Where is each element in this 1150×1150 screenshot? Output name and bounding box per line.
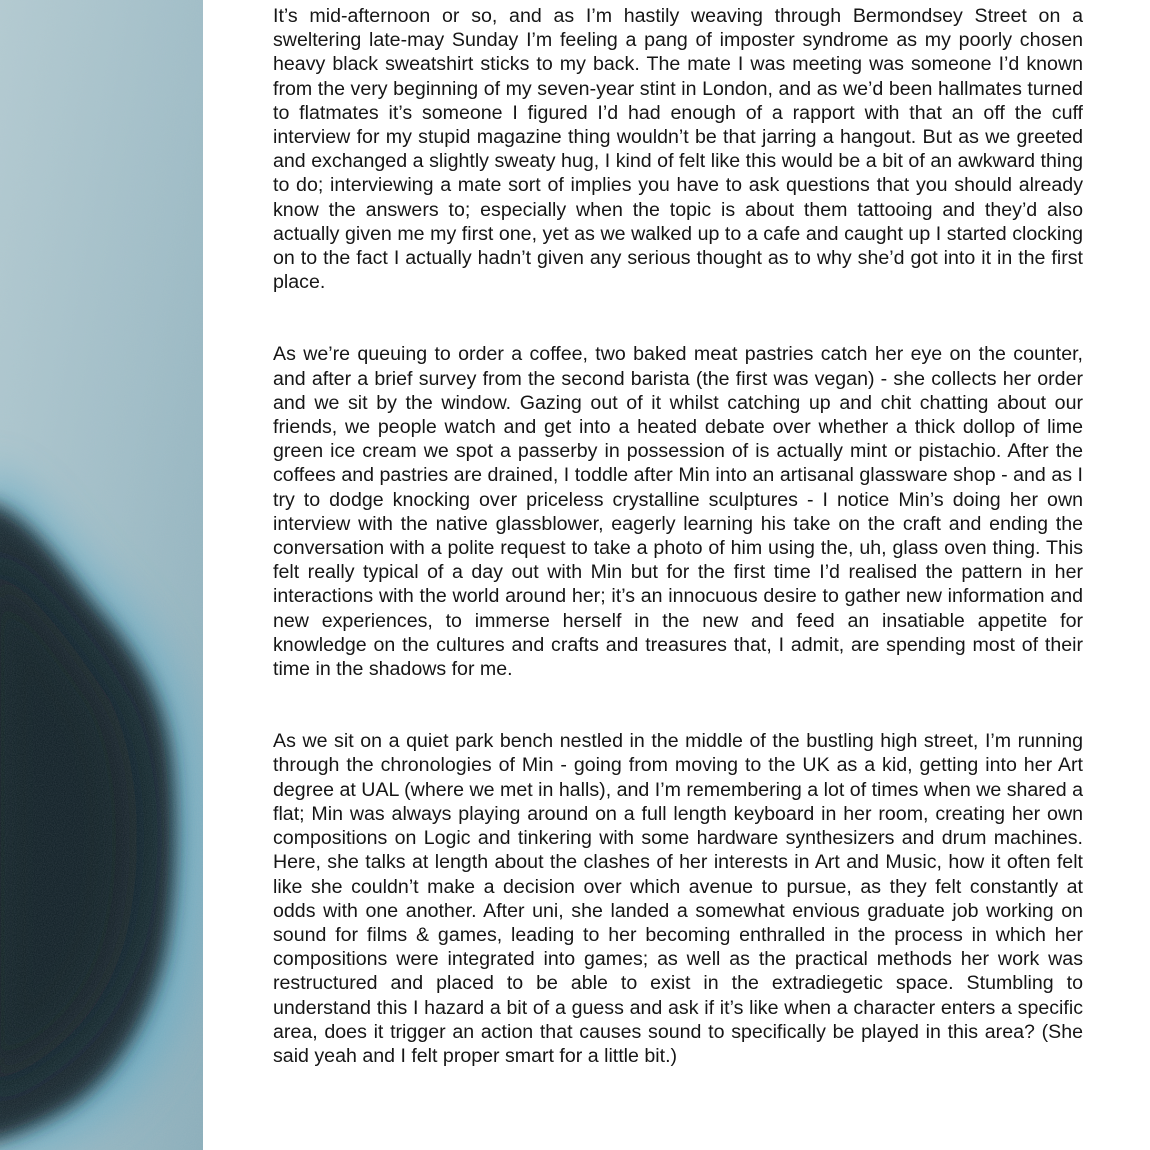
article-paragraph-3: As we sit on a quiet park bench nestled in the middle of the bustling high street, I’m running through the chronologies of Min - going from moving to the UK as a kid, getting into her Art degree at UAL (where we met in halls), and I’m remembering a lot of times when we shared a flat; Min was always playing around on a full length keyboard in her room, creating her own compositions on Logic and tinkering with some hardware synthesizers and drum machines. Here, she talks at length about the clashes of her interests in Art and Music, how it often felt like she couldn’t make a decision over which avenue to pursue, as they felt constantly at odds with one another. After uni, she landed a somewhat envious graduate job working on sound for films & games, leading to her becoming enthralled in the process in which her compositions were integrated into games; as well as the practical methods her work was restructured and placed to be able to exist in the extradiegetic space. Stumbling to understand this I hazard a bit of a guess and ask if it’s like when a character enters a specific area, does it trigger an action that causes sound to specifically be played in this area? (She said yeah and I felt proper smart for a little bit.) — [273, 730, 1083, 1067]
blurred-photo-strip — [0, 0, 203, 1150]
blurred-silhouette-image — [0, 0, 203, 1150]
article-paragraph-2: As we’re queuing to order a coffee, two baked meat pastries catch her eye on the counter, and after a brief survey from the second barista (the first was vegan) - she collects her order and we sit by the window. Gazing out of it whilst catching up and chit chatting about our friends, we people watch and get into a heated debate over whether a thick dollop of lime green ice cream we spot a passerby in possession of is actually mint or pistachio. After the coffees and pastries are drained, I toddle after Min into an artisanal glassware shop - and as I try to dodge knocking over priceless crystalline sculptures - I notice Min’s doing her own interview with the native glassblower, eagerly learning his take on the craft and ending the conversation with a polite request to take a photo of him using the, uh, glass oven thing. This felt really typical of a day out with Min but for the first time I’d realised the pattern in her interactions with the world around her; it’s an innocuous desire to gather new information and new experiences, to immerse herself in the new and feed an insatiable appetite for knowledge on the cultures and crafts and treasures that, I admit, are spending most of their time in the shadows for me. — [273, 343, 1083, 681]
article-body — [273, 4, 1083, 1068]
article-paragraph-1: It’s mid-afternoon or so, and as I’m hastily weaving through Bermondsey Street on a sweltering late-may Sunday I’m feeling a pang of imposter syndrome as my poorly chosen heavy black sweatshirt sticks to my back. The mate I was meeting was someone I’d known from the very beginning of my seven-year stint in London, and as we’d been hallmates turned to flatmates it’s someone I figured I’d had enough of a rapport with that an off the cuff interview for my stupid magazine thing wouldn’t be that jarring a hangout. But as we greeted and exchanged a slightly sweaty hug, I kind of felt like this would be a bit of an awkward thing to do; interviewing a mate sort of implies you have to ask questions that you should already know the answers to; especially when the topic is about them tattooing and they’d also actually given me my first one, yet as we walked up to a cafe and caught up I started clocking on to the fact I actually hadn’t given any serious thought as to why she’d got into it in the first place. — [273, 5, 1083, 294]
